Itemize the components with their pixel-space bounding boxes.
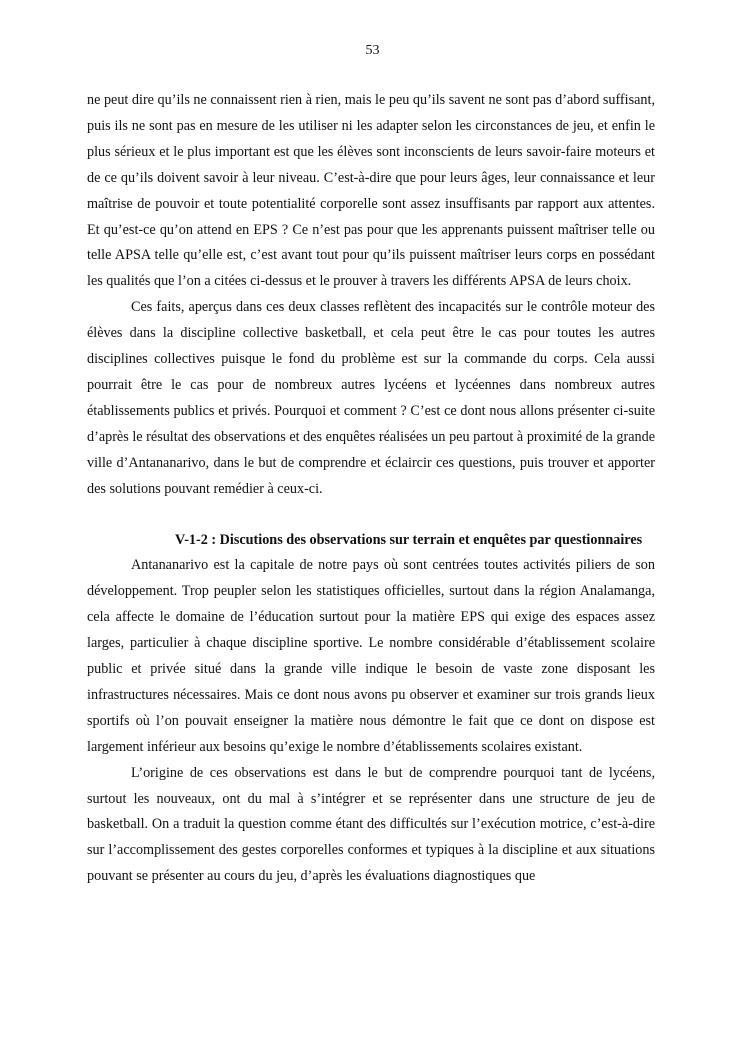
paragraph-continued: ne peut dire qu’ils ne connaissent rien à rien, mais le peu qu’ils savent ne sont pas d’abord suffisant, puis ils ne sont pas en mesure de les utiliser ni les adapter selon les circonstances de jeu, et enfin le plus sérieux et le plus important est que les élèves sont inconscients de leurs savoir-faire moteurs et de ce qu’ils doivent savoir à leur niveau. C’est-à-dire que pour leurs âges, leur connaissance et leur maîtrise de pouvoir et toute potentialité corporelle sont assez insuffisants par rapport aux attentes. Et qu’est-ce qu’on attend en EPS ? Ce n’est pas pour que les apprenants puissent maîtriser telle ou telle APSA telle qu’elle est, c’est avant tout pour qu’ils puissent maîtriser leurs corps en possédant les qualités que l’on a citées ci-dessus et le prouver à travers les différents APSA de leurs choix.: [87, 92, 655, 290]
section-heading: V-1-2 : Discutions des observations sur terrain et enquêtes par questionnaires: [175, 531, 643, 548]
paragraph-faits: Ces faits, aperçus dans ces deux classes reflètent des incapacités sur le contrôle moteur des élèves dans la discipline collective basketball, et cela peut être le cas pour toutes les autres disciplines collectives puisque le fond du problème est sur la commande du corps. Cela aussi pourrait être le cas pour de nombreux autres lycéens et lycéennes dans nombreux autres établissements publics et privés. Pourquoi et comment ? C’est ce dont nous allons présenter ci-suite d’après le résultat des observations et des enquêtes réalisées un peu partout à proximité de la grande ville d’Antananarivo, dans le but de comprendre et éclaircir ces questions, puis trouver et apporter des solutions pouvant remédier à ceux-ci.: [87, 299, 655, 497]
paragraph-origine: L’origine de ces observations est dans le but de comprendre pourquoi tant de lycéens, surtout les nouveaux, ont du mal à s’intégrer et se représenter dans une structure de jeu de basketball. On a traduit la question comme étant des difficultés sur l’exécution motrice, c’est-à-dire sur l’accomplissement des gestes corporelles conformes et typiques à la discipline et aux situations pouvant se présenter au cours du jeu, d’après les évaluations diagnostiques que: [87, 764, 655, 885]
paragraph-antananarivo: Antananarivo est la capitale de notre pays où sont centrées toutes activités piliers de son développement. Trop peupler selon les statistiques officielles, surtout dans la région Analamanga, cela affecte le domaine de l’éducation surtout pour la matière EPS qui exige des espaces assez larges, particulier à chaque discipline sportive. Le nombre considérable d’établissement scolaire public et privée situé dans la grande ville indique le besoin de vaste zone disposant les infrastructures nécessaires. Mais ce dont nous avons pu observer et examiner sur trois grands lieux sportifs où l’on pouvait enseigner la matière nous démontre le fait que ce dont on dispose est largement inférieur aux besoins qu’exige le nombre d’établissements scolaires existant.: [87, 557, 655, 755]
page-body: [87, 88, 655, 890]
page-number: 53: [365, 43, 380, 58]
